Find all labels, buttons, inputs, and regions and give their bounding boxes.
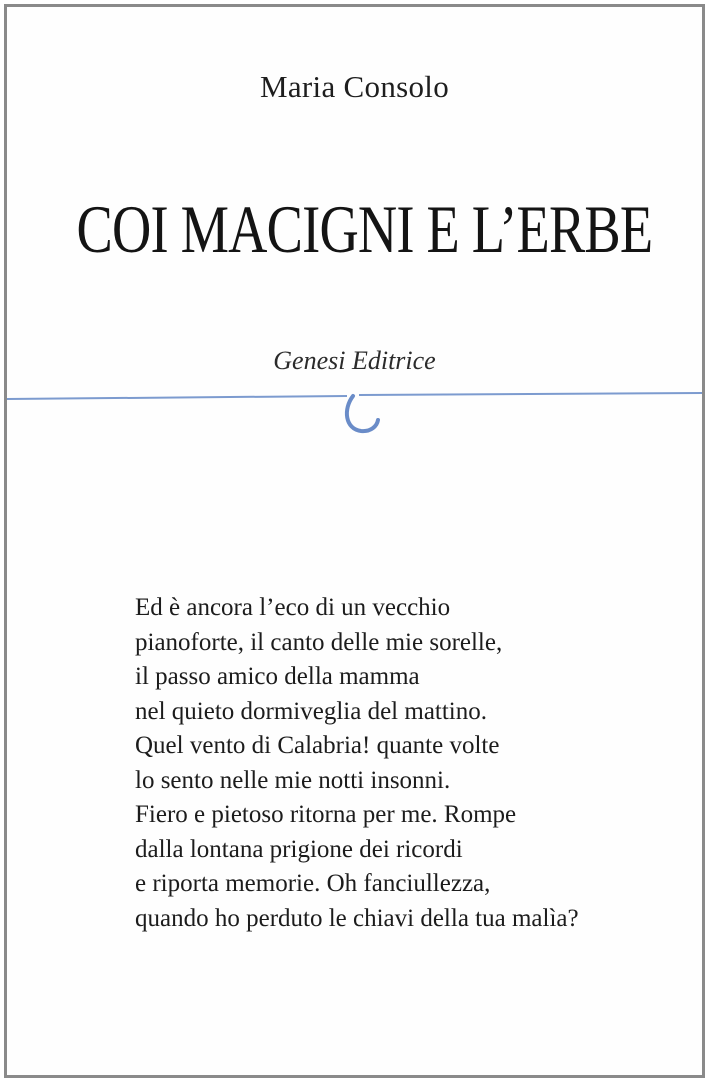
poem-line: lo sento nelle mie notti insonni. [135,766,451,794]
curl-ornament-icon [7,379,702,443]
poem-line: Quel vento di Calabria! quante volte [135,732,500,759]
poem-line: quando ho perduto le chiavi della tua malìa? [135,904,579,932]
book-title: COI MACIGNI E L’ERBE [76,191,653,267]
poem-line: Fiero e pietoso ritorna per me. Rompe [135,801,517,828]
poem-line: dalla lontana prigione dei ricordi [135,835,463,863]
poem-line: pianoforte, il canto delle mie sorelle, [135,628,503,656]
poem-line: Ed è ancora l’eco di un vecchio [135,594,451,621]
poem-line: il passo amico della mamma [135,663,420,690]
ornament-line-left [7,396,347,399]
ornament-line-right [359,393,702,395]
publisher-name: Genesi Editrice [273,346,436,375]
poem-line: e riporta memorie. Oh fanciullezza, [135,870,491,897]
back-cover-poem [135,591,695,936]
poem-line: nel quieto dormiveglia del mattino. [135,697,488,725]
book-cover [4,4,705,1078]
author-name: Maria Consolo [259,69,450,104]
ornament-curl [347,396,378,431]
